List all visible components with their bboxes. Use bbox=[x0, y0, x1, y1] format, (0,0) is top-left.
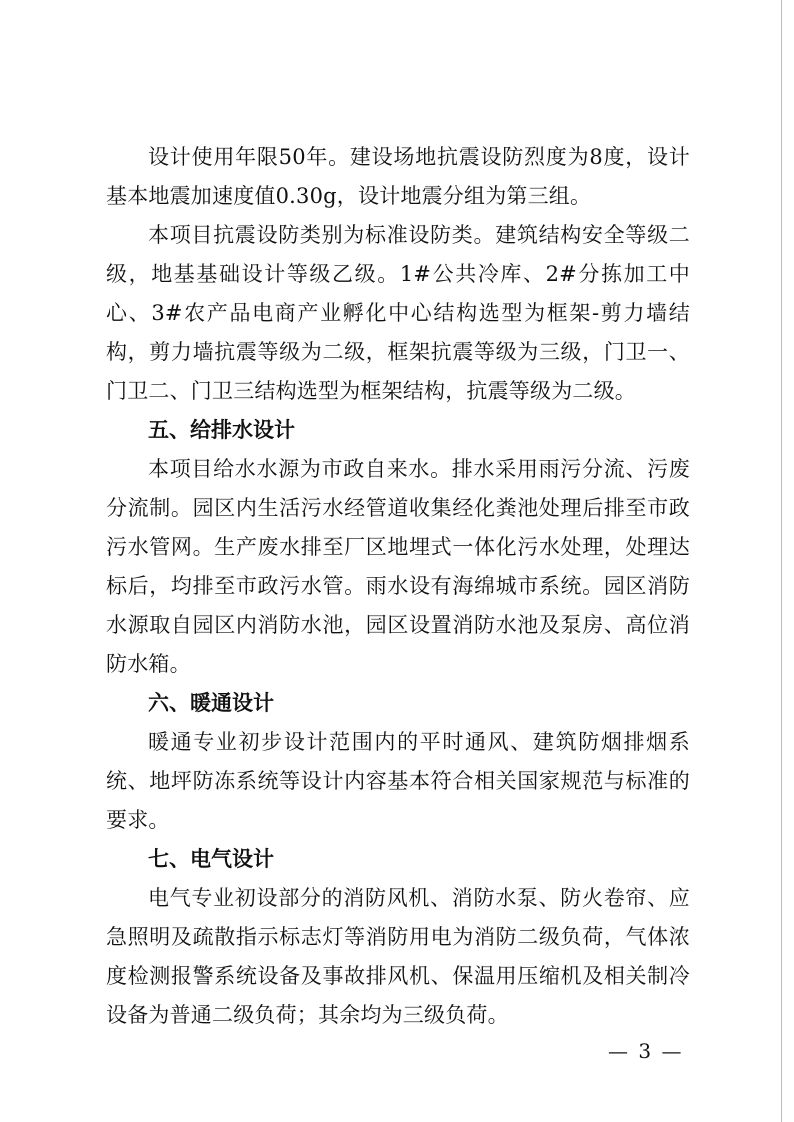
page-number: — 3 — bbox=[608, 1039, 684, 1063]
document-body bbox=[106, 138, 690, 1035]
paragraph-electrical: 电气专业初设部分的消防风机、消防水泵、防火卷帘、应急照明及疏散指示标志灯等消防用电为消防二级负荷，气体浓度检测报警系统设备及事故排风机、保温用压缩机及相关制冷设备为普通二级负荷；其余均为三级负荷。 bbox=[106, 886, 690, 1027]
paragraph-hvac: 暖通专业初步设计范围内的平时通风、建筑防烟排烟系统、地坪防冻系统等设计内容基本符合相关国家规范与标准的要求。 bbox=[106, 730, 690, 832]
heading-electrical: 七、电气设计 bbox=[148, 847, 274, 871]
heading-water-supply-drainage: 五、给排水设计 bbox=[148, 418, 295, 442]
paragraph-water-supply-drainage: 本项目给水水源为市政自来水。排水采用雨污分流、污废分流制。园区内生活污水经管道收集经化粪池处理后排至市政污水管网。生产废水排至厂区地埋式一体化污水处理，处理达标后，均排至市政污水管。雨水设有海绵城市系统。园区消防水源取自园区内消防水池，园区设置消防水池及泵房、高位消防水箱。 bbox=[106, 457, 690, 676]
paragraph-seismic-design: 设计使用年限50年。建设场地抗震设防烈度为8度，设计基本地震加速度值0.30g，设计地震分组为第三组。 bbox=[106, 145, 690, 208]
heading-hvac: 六、暖通设计 bbox=[148, 691, 274, 715]
paragraph-structural-grade: 本项目抗震设防类别为标准设防类。建筑结构安全等级二级，地基基础设计等级乙级。1#公共冷库、2#分拣加工中心、3#农产品电商产业孵化中心结构选型为框架-剪力墙结构，剪力墙抗震等级为二级，框架抗震等级为三级，门卫一、门卫二、门卫三结构选型为框架结构，抗震等级为二级。 bbox=[106, 223, 690, 403]
scan-edge-line bbox=[781, 0, 782, 1122]
